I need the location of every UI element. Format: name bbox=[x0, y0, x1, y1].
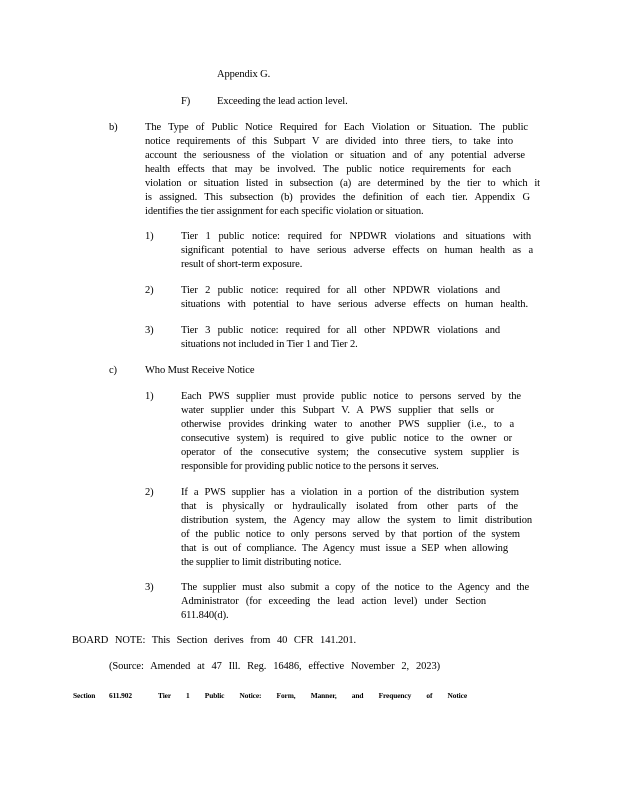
paragraph-line: The Type of Public Notice Required for Each Violation or Situation. The public bbox=[145, 122, 528, 133]
paragraph-line: is assigned. This subsection (b) provides the definition of each tier. Appendix G bbox=[145, 192, 530, 203]
paragraph-line: health effects that may be involved. The public notice requirements for each bbox=[145, 164, 511, 175]
paragraph-line: result of short-term exposure. bbox=[181, 259, 303, 270]
item-marker: 2) bbox=[145, 285, 154, 296]
item-f-text: Exceeding the lead action level. bbox=[217, 96, 348, 107]
item-marker: 2) bbox=[145, 487, 154, 498]
paragraph-line: Tier 3 public notice: required for all other NPDWR violations and bbox=[181, 325, 500, 336]
paragraph-line: violation or situation listed in subsection (a) are determined by the tier to which it bbox=[145, 178, 540, 189]
paragraph-line: that is out of compliance. The Agency must issue a SEP when allowing bbox=[181, 543, 508, 554]
paragraph-line: otherwise provides drinking water to another PWS supplier (i.e., to a bbox=[181, 419, 514, 430]
item-f-marker: F) bbox=[181, 96, 191, 107]
paragraph-line: Administrator (for exceeding the lead action level) under Section bbox=[181, 596, 486, 607]
paragraph-line: responsible for providing public notice to the persons it serves. bbox=[181, 461, 439, 472]
paragraph-line: account the seriousness of the violation or situation and of any potential adverse bbox=[145, 150, 525, 161]
appendix-reference: Appendix G. bbox=[217, 69, 271, 80]
source-note: (Source: Amended at 47 Ill. Reg. 16486, effective November 2, 2023) bbox=[109, 661, 440, 672]
section-c-marker: c) bbox=[109, 365, 117, 376]
section-title: Tier 1 Public Notice: Form, Manner, and Frequency of Notice bbox=[158, 691, 467, 700]
paragraph-line: distribution system, the Agency may allow the system to limit distribution bbox=[181, 515, 532, 526]
paragraph-line: identifies the tier assignment for each specific violation or situation. bbox=[145, 206, 424, 217]
paragraph-line: that is physically or hydraulically isolated from other parts of the bbox=[181, 501, 518, 512]
paragraph-line: situations with potential to have serious adverse effects on human health. bbox=[181, 299, 528, 310]
item-marker: 1) bbox=[145, 391, 154, 402]
paragraph-line: 611.840(d). bbox=[181, 610, 229, 621]
paragraph-line: situations not included in Tier 1 and Tier 2. bbox=[181, 339, 358, 350]
item-marker: 3) bbox=[145, 582, 154, 593]
paragraph-line: significant potential to have serious adverse effects on human health as a bbox=[181, 245, 533, 256]
paragraph-line: notice requirements of this Subpart V are divided into three tiers, to take into bbox=[145, 136, 513, 147]
paragraph-line: The supplier must also submit a copy of the notice to the Agency and the bbox=[181, 582, 529, 593]
paragraph-line: Tier 2 public notice: required for all other NPDWR violations and bbox=[181, 285, 500, 296]
paragraph-line: of the public notice to only persons served by that portion of the system bbox=[181, 529, 520, 540]
section-number: 611.902 bbox=[109, 691, 132, 700]
paragraph-line: Each PWS supplier must provide public notice to persons served by the bbox=[181, 391, 521, 402]
paragraph-line: the supplier to limit distributing notice. bbox=[181, 557, 342, 568]
paragraph-line: If a PWS supplier has a violation in a portion of the distribution system bbox=[181, 487, 519, 498]
item-marker: 1) bbox=[145, 231, 154, 242]
section-b-marker: b) bbox=[109, 122, 118, 133]
section-label: Section bbox=[73, 691, 96, 700]
paragraph-line: Tier 1 public notice: required for NPDWR violations and situations with bbox=[181, 231, 531, 242]
paragraph-line: operator of the consecutive system; the consecutive system supplier is bbox=[181, 447, 519, 458]
section-c-heading: Who Must Receive Notice bbox=[145, 365, 255, 376]
paragraph-line: consecutive system) is required to give public notice to the owner or bbox=[181, 433, 512, 444]
board-note: BOARD NOTE: This Section derives from 40 CFR 141.201. bbox=[72, 635, 356, 646]
item-marker: 3) bbox=[145, 325, 154, 336]
paragraph-line: water supplier under this Subpart V. A PWS supplier that sells or bbox=[181, 405, 494, 416]
